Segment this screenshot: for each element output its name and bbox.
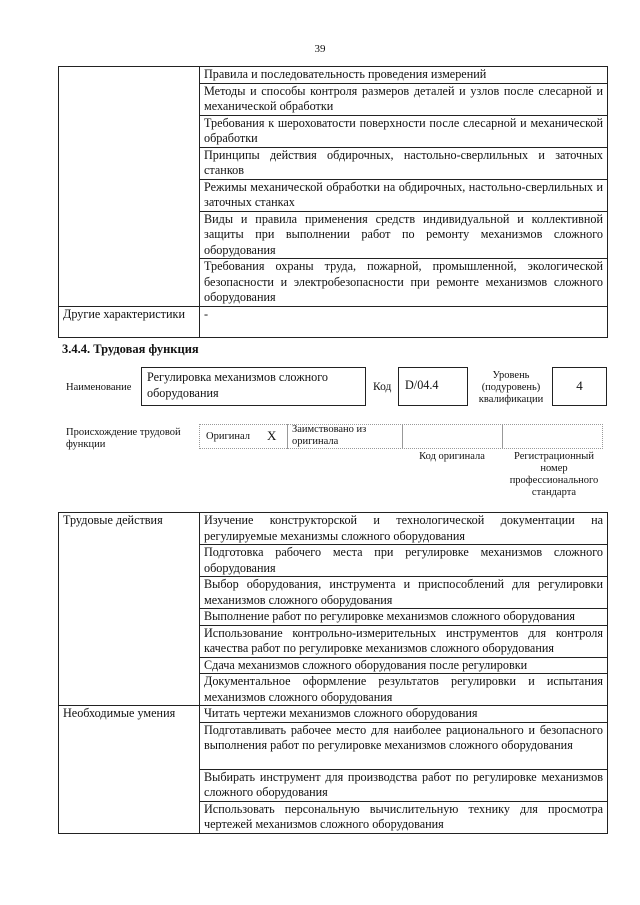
labor-action-item: Сдача механизмов сложного оборудования после регулировки bbox=[200, 657, 608, 674]
divider bbox=[502, 424, 503, 449]
labor-action-item: Изучение конструкторской и технологической документации на регулируемые механизмы сложного оборудования bbox=[200, 513, 608, 545]
labor-action-item: Подготовка рабочего места при регулировке механизмов сложного оборудования bbox=[200, 545, 608, 577]
labor-action-item: Выполнение работ по регулировке механизмов сложного оборудования bbox=[200, 609, 608, 626]
name-value: Регулировка механизмов сложного оборудования bbox=[141, 367, 366, 406]
qualification-level-value: 4 bbox=[552, 367, 607, 406]
skill-item: Подготавливать рабочее место для наиболее рационального и безопасного выполнения работ по регулировке механизмов сложного оборудования bbox=[200, 722, 608, 769]
skill-item: Использовать персональную вычислительную технику для просмотра чертежей механизмов сложного оборудования bbox=[200, 801, 608, 833]
knowledge-item: Принципы действия обдирочных, настольно-сверлильных и заточных станков bbox=[200, 147, 608, 179]
knowledge-table bbox=[58, 66, 608, 338]
table-row bbox=[59, 706, 608, 723]
borrowed-label: Заимствовано из оригинала bbox=[292, 424, 367, 447]
group-label: Трудовые действия bbox=[59, 513, 200, 706]
other-characteristics-value: - bbox=[200, 306, 608, 337]
skill-item: Выбирать инструмент для производства работ по регулировке механизмов сложного оборудования bbox=[200, 769, 608, 801]
knowledge-item: Требования охраны труда, пожарной, промышленной, экологической безопасности и электробезопасности при ремонте механизмов сложного оборудования bbox=[200, 259, 608, 307]
registration-number-label: Регистрационный номер профессионального стандарта bbox=[509, 451, 599, 498]
table-row bbox=[59, 67, 608, 84]
page-number: 39 bbox=[314, 43, 326, 55]
skill-item: Читать чертежи механизмов сложного оборудования bbox=[200, 706, 608, 723]
divider bbox=[287, 424, 288, 449]
other-characteristics-label: Другие характеристики bbox=[59, 306, 200, 337]
labor-action-item: Выбор оборудования, инструмента и приспособлений для регулировки механизмов сложного оборудования bbox=[200, 577, 608, 609]
original-label: Оригинал bbox=[206, 431, 250, 442]
name-label: Наименование bbox=[66, 382, 132, 393]
knowledge-item: Режимы механической обработки на обдирочных, настольно-сверлильных и заточных станках bbox=[200, 179, 608, 211]
labor-action-item: Документальное оформление результатов регулировки и испытания механизмов сложного оборудования bbox=[200, 674, 608, 706]
table-row bbox=[59, 306, 608, 337]
empty-label-cell bbox=[59, 67, 200, 307]
knowledge-item: Методы и способы контроля размеров деталей и узлов после слесарной и механической обработки bbox=[200, 83, 608, 115]
divider bbox=[402, 424, 403, 449]
original-mark: X bbox=[267, 428, 277, 443]
origin-label: Происхождение трудовой функции bbox=[66, 427, 181, 450]
knowledge-item: Правила и последовательность проведения измерений bbox=[200, 67, 608, 84]
code-label: Код bbox=[373, 381, 392, 393]
qualification-level-label: Уровень (подуровень) квалификации bbox=[478, 370, 544, 405]
section-title: 3.4.4. Трудовая функция bbox=[62, 342, 199, 356]
code-value: D/04.4 bbox=[398, 367, 468, 406]
group-label: Необходимые умения bbox=[59, 706, 200, 834]
labor-function-table bbox=[58, 512, 608, 834]
knowledge-item: Виды и правила применения средств индивидуальной и коллективной защиты при выполнении работ по ремонту механизмов сложного оборудования bbox=[200, 211, 608, 259]
origin-code-label: Код оригинала bbox=[419, 451, 485, 462]
labor-action-item: Использование контрольно-измерительных инструментов для контроля качества работ по регулировке механизмов сложного оборудования bbox=[200, 625, 608, 657]
knowledge-item: Требования к шероховатости поверхности после слесарной и механической обработки bbox=[200, 115, 608, 147]
table-row bbox=[59, 513, 608, 545]
